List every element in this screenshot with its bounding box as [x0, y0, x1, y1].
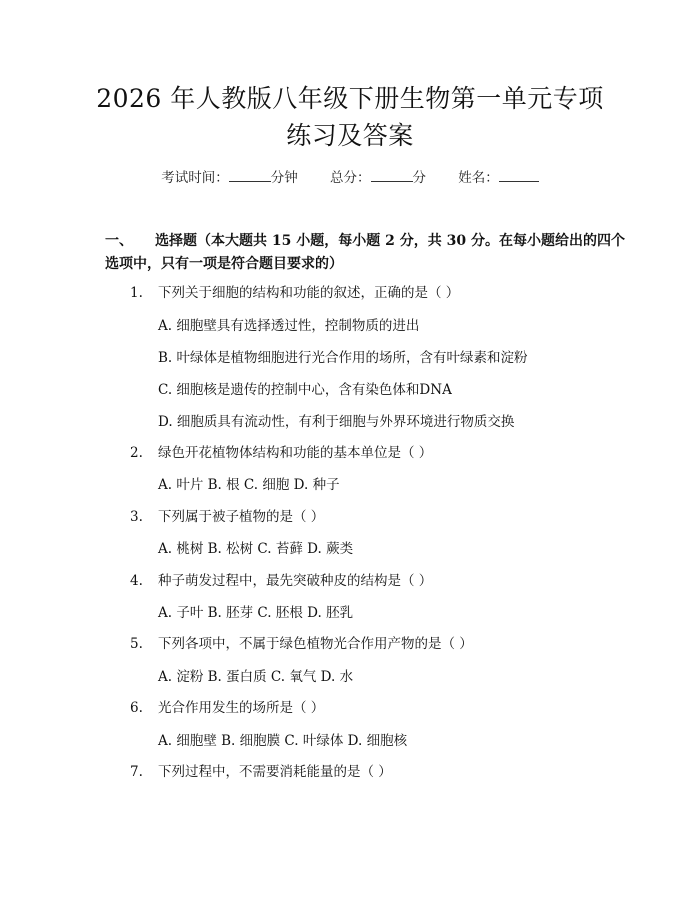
question-2 — [130, 441, 432, 461]
document-title-line-1: 2026 年人教版八年级下册生物第一单元专项 — [96, 84, 604, 113]
question-stem: 光合作用发生的场所是（ ） — [158, 700, 325, 716]
question-4 — [130, 569, 432, 589]
exam-time-blank[interactable] — [229, 169, 271, 182]
exam-score-blank[interactable] — [371, 169, 413, 182]
question-stem: 绿色开花植物体结构和功能的基本单位是（ ） — [158, 445, 433, 461]
question-7 — [130, 760, 392, 780]
question-5-options: A. 淀粉 B. 蛋白质 C. 氧气 D. 水 — [158, 669, 354, 685]
exam-name-blank[interactable] — [499, 169, 539, 182]
question-3 — [130, 505, 324, 525]
question-number: 3. — [130, 509, 143, 525]
question-1-option-d: D. 细胞质具有流动性，有利于细胞与外界环境进行物质交换 — [158, 414, 515, 430]
question-1 — [130, 281, 459, 301]
question-stem: 下列关于细胞的结构和功能的叙述，正确的是（ ） — [158, 285, 460, 301]
question-2-options: A. 叶片 B. 根 C. 细胞 D. 种子 — [158, 477, 340, 493]
exam-name-label: 姓名： — [458, 170, 499, 186]
exam-time-unit: 分钟 — [270, 170, 298, 186]
question-number: 7. — [130, 764, 143, 780]
exam-name — [458, 170, 539, 186]
section-number: 一、 — [105, 233, 133, 249]
question-stem: 下列过程中，不需要消耗能量的是（ ） — [158, 764, 392, 780]
question-1-option-a: A. 细胞壁具有选择透过性，控制物质的进出 — [158, 318, 420, 334]
question-stem: 种子萌发过程中，最先突破种皮的结构是（ ） — [158, 573, 433, 589]
question-stem: 下列属于被子植物的是（ ） — [158, 509, 325, 525]
document-title-line-2: 练习及答案 — [286, 121, 414, 150]
exam-info-row — [0, 166, 700, 186]
question-number: 1. — [130, 285, 143, 301]
section-instructions: 选择题（本大题共 15 小题，每小题 2 分，共 30 分。在每小题给出的四个选项中，只有一项是符合题目要求的） — [105, 233, 625, 272]
exam-score-unit: 分 — [412, 170, 426, 186]
question-stem: 下列各项中，不属于绿色植物光合作用产物的是（ ） — [158, 636, 473, 652]
exam-time-label: 考试时间： — [161, 170, 229, 186]
question-5 — [130, 632, 473, 652]
question-number: 4. — [130, 573, 143, 589]
section-heading — [105, 230, 625, 276]
question-1-option-b: B. 叶绿体是植物细胞进行光合作用的场所，含有叶绿素和淀粉 — [158, 350, 528, 366]
question-number: 2. — [130, 445, 143, 461]
question-number: 5. — [130, 636, 143, 652]
question-3-options: A. 桃树 B. 松树 C. 苔藓 D. 蕨类 — [158, 541, 354, 557]
exam-score — [330, 170, 426, 186]
exam-time — [161, 170, 298, 186]
question-1-option-c: C. 细胞核是遗传的控制中心，含有染色体和DNA — [158, 382, 452, 398]
exam-score-label: 总分： — [330, 170, 371, 186]
question-6-options: A. 细胞壁 B. 细胞膜 C. 叶绿体 D. 细胞核 — [158, 733, 408, 749]
question-number: 6. — [130, 700, 143, 716]
question-4-options: A. 子叶 B. 胚芽 C. 胚根 D. 胚乳 — [158, 605, 354, 621]
question-6 — [130, 696, 324, 716]
